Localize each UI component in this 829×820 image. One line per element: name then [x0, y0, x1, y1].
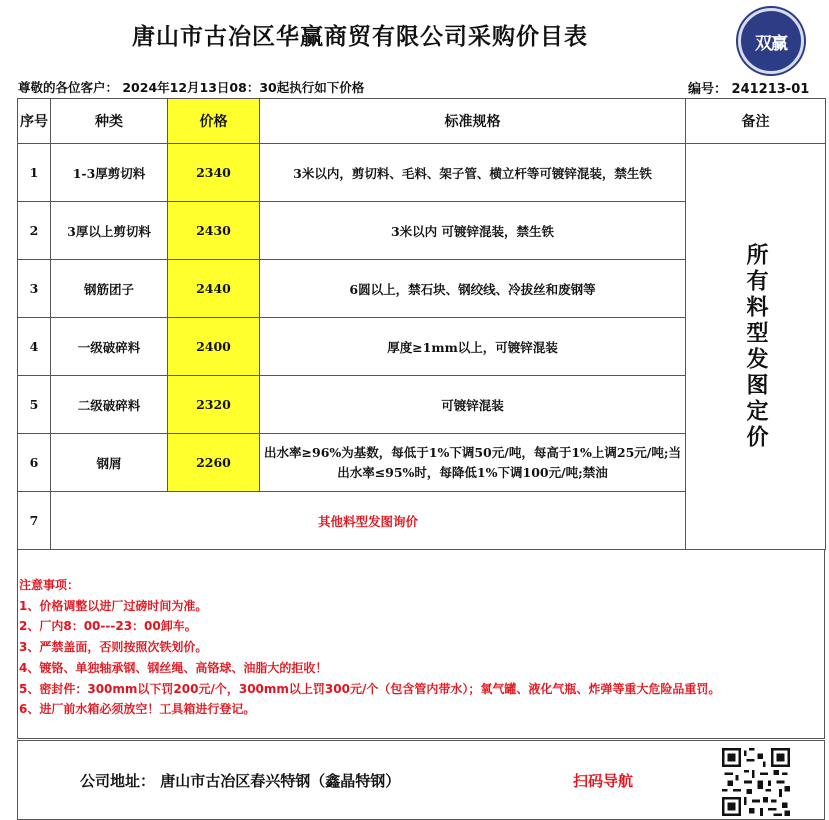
document-code: 编号： 241213-01: [688, 82, 810, 97]
row-type: 一级破碎料: [51, 318, 168, 376]
note-item: 6、进厂前水箱必须放空！工具箱进行登记。: [19, 702, 256, 717]
row-price: 2430: [168, 202, 260, 260]
price-table: [17, 98, 826, 550]
header-remark: 备注: [686, 99, 826, 144]
row-spec: 3米以内，剪切料、毛料、架子管、横立杆等可镀锌混装，禁生铁: [260, 144, 686, 202]
row-spec: 厚度≥1mm以上，可镀锌混装: [260, 318, 686, 376]
row-type: 钢筋团子: [51, 260, 168, 318]
row-spec: 可镀锌混装: [260, 376, 686, 434]
row-spec: 出水率≥96%为基数，每低于1%下调50元/吨，每高于1%上调25元/吨;当出水率≤95%时，每降低1%下调100元/吨;禁油: [260, 434, 686, 492]
row-no: 5: [18, 376, 51, 434]
row-price: 2440: [168, 260, 260, 318]
notes-heading: 注意事项：: [19, 578, 80, 592]
row-spec: 6圆以上，禁石块、钢绞线、冷拔丝和废钢等: [260, 260, 686, 318]
row-price: 2320: [168, 376, 260, 434]
note-item: 4、镀铬、单独轴承钢、钢丝绳、高铬球、油脂大的拒收！: [19, 660, 328, 675]
remark-text: 所有料型发图定价: [743, 242, 768, 451]
qr-code-icon[interactable]: [722, 748, 790, 816]
table-header-row: [18, 99, 826, 144]
remark-cell: [686, 144, 826, 550]
header-no: 序号: [18, 99, 51, 144]
note-item: 5、密封件：300mm以下罚200元/个，300mm以上罚300元/个（包含管内带水）；氧气罐、液化气瓶、炸弹等重大危险品重罚。: [19, 681, 721, 696]
row-type: 1-3厚剪切料: [51, 144, 168, 202]
row-price: 2260: [168, 434, 260, 492]
row-no: 7: [18, 492, 51, 550]
row-no: 4: [18, 318, 51, 376]
note-item: 2、厂内8：00---23：00卸车。: [19, 619, 197, 634]
header-type: 种类: [51, 99, 168, 144]
note-item: 3、严禁盖面，否则按照次铁划价。: [19, 640, 208, 655]
row-no: 3: [18, 260, 51, 318]
table-row: [18, 144, 826, 202]
notes-list: [19, 575, 720, 720]
note-item: 1、价格调整以进厂过磅时间为准。: [19, 598, 208, 613]
header-price: 价格: [168, 99, 260, 144]
row-price: 2340: [168, 144, 260, 202]
company-logo: [738, 8, 804, 74]
row-type: 钢屑: [51, 434, 168, 492]
row-no: 1: [18, 144, 51, 202]
row-type: 二级破碎料: [51, 376, 168, 434]
row-spec: 3米以内 可镀锌混装，禁生铁: [260, 202, 686, 260]
page-title: 唐山市古冶区华赢商贸有限公司采购价目表: [132, 24, 588, 50]
row-no: 2: [18, 202, 51, 260]
logo-text: 双赢: [755, 33, 787, 54]
greeting-line: 尊敬的各位客户： 2024年12月13日08：30起执行如下价格: [18, 80, 365, 95]
row-type: 3厚以上剪切料: [51, 202, 168, 260]
scan-navigation-label: 扫码导航: [573, 772, 634, 790]
inquiry-text: 其他料型发图询价: [51, 492, 686, 550]
row-price: 2400: [168, 318, 260, 376]
company-address: 公司地址： 唐山市古冶区春兴特钢（鑫晶特钢）: [80, 772, 401, 790]
row-no: 6: [18, 434, 51, 492]
header-spec: 标准规格: [260, 99, 686, 144]
